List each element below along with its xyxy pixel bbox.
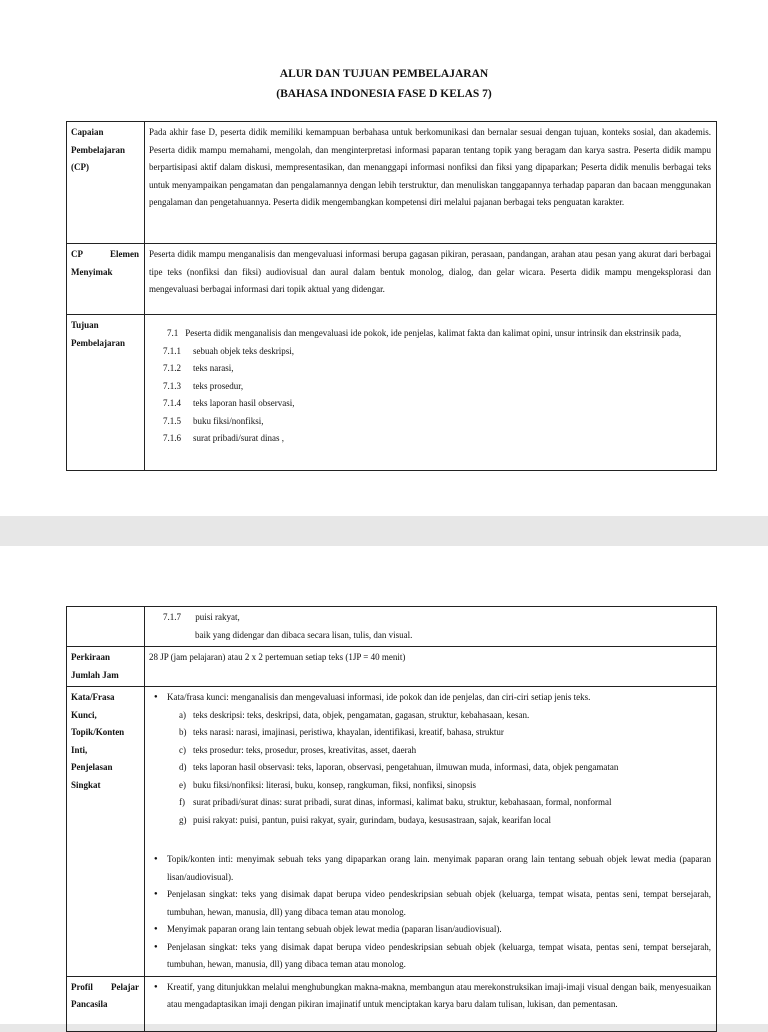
tujuan-item: 7.1.4 teks laporan hasil observasi,: [163, 398, 295, 408]
jam-text: 28 JP (jam pelajaran) atau 2 x 2 pertemuan setiap teks (1JP = 40 menit): [145, 647, 717, 687]
kata-label-line: Inti,: [71, 744, 88, 755]
tujuan-item: 7.1.2 teks narasi,: [163, 363, 234, 373]
tujuan-cont-tail: baik yang didengar dan dibaca secara lisan, tulis, dan visual.: [195, 629, 413, 640]
kata-intro-list: [149, 689, 711, 707]
kata-label-line: Kunci,: [71, 709, 97, 720]
cp-label: Capaian Pembelajaran (CP): [67, 122, 145, 244]
kata-intro-bullet: ● Kata/frasa kunci: menganalisis dan mengevaluasi informasi, ide pokok dan ide penjelas, dan ciri-ciri setiap jenis teks.: [167, 689, 711, 707]
cp-text: Pada akhir fase D, peserta didik memiliki kemampuan berbahasa untuk berkomunikasi dan bernalar sesuai dengan tujuan, konteks sosial, dan akademis. Peserta didik mampu memahami, mengolah, dan menginterpretasi informasi paparan tentang topik yang beragam dan karya sastra. Peserta didik mampu berpartisipasi aktif dalam diskusi, mempresentasikan, dan menanggapi informasi nonfiksi dan fiksi yang dipaparkan; Peserta didik menulis berbagai teks untuk menyampaikan pengamatan dan pengalamannya dengan lebih terstruktur, dan menuliskan tanggapannya terhadap paparan dan bacaan menggunakan pengalaman dan pengetahuannya. Peserta didik mengembangkan kompetensi diri melalui pajanan berbagai teks penguatan karakter.: [145, 122, 717, 244]
atp-table-page-2: [66, 606, 717, 1032]
document-title: ALUR DAN TUJUAN PEMBELAJARAN: [279, 68, 489, 80]
jam-row: [67, 647, 717, 687]
kata-bullet: ● Topik/konten inti: menyimak sebuah teks yang dipaparkan orang lain. menyimak paparan orang lain tentang sebuah objek lewat media (paparan lisan/audiovisual).: [167, 851, 711, 886]
tujuan-item: 7.1.6 surat pribadi/surat dinas ,: [163, 433, 284, 443]
tujuan-item: 7.1.3 teks prosedur,: [163, 380, 244, 391]
tujuan-label: Tujuan Pembelajaran: [67, 315, 145, 471]
profil-label: Profil Pelajar Pancasila: [67, 976, 145, 1031]
profil-text: ● Kreatif, yang ditunjukkan melalui menghubungkan makna-makna, membangun atau merekonstruksikan imaji-imaji visual dengan baik, menyesuaikan atau mengadaptasikan imaji dengan pikiran imajinatif untuk menciptakan karya baru dalam tulisan, lukisan, dan pementasan.: [167, 979, 711, 1014]
tujuan-content: [145, 315, 717, 471]
kata-sub-item: d) teks laporan hasil observasi: teks, laporan, observasi, pengetahuan, ilmuwan muda, informasi, data, objek pengamatan: [179, 762, 619, 772]
kata-sub-list: [149, 707, 711, 830]
kata-label-line: Singkat: [71, 779, 101, 790]
tujuan-row: [67, 315, 717, 471]
kata-bullet: ● Menyimak paparan orang lain tentang sebuah objek lewat media (paparan lisan/audiovisual).: [167, 921, 711, 939]
kata-label-line: Penjelasan: [71, 762, 113, 772]
profil-row: [67, 976, 717, 1031]
profil-content: [145, 976, 717, 1031]
kata-sub-item: c) teks prosedur: teks, prosedur, proses, kreativitas, asset, daerah: [179, 744, 417, 755]
kata-sub-item: e) buku fiksi/nonfiksi: literasi, buku, konsep, rangkuman, fiksi, nonfiksi, sinopsis: [179, 779, 476, 790]
tujuan-cont-row: [67, 607, 717, 647]
kata-bullet-list: [149, 851, 711, 974]
cp-menyimak-label: CP Elemen Menyimak: [67, 244, 145, 315]
kata-bullet: ● Penjelasan singkat: teks yang disimak dapat berupa video pendeskripsian sebuah objek (keluarga, tempat wisata, pentas seni, tempat bersejarah, tumbuhan, hewan, manusia, dll) yang dibaca teman atau monolog.: [167, 886, 711, 921]
tujuan-item: 7.1.7 puisi rakyat,: [163, 612, 240, 622]
tujuan-cont-label: [67, 607, 145, 647]
kata-label-line: Topik/Konten: [71, 727, 125, 737]
kata-label-line: Kata/Frasa: [71, 692, 115, 702]
tujuan-item: 7.1.5 buku fiksi/nonfiksi,: [163, 415, 264, 426]
atp-table-page-1: [66, 121, 717, 471]
kata-sub-item: b) teks narasi: narasi, imajinasi, peristiwa, khayalan, identifikasi, kreatif, bahasa, struktur: [179, 727, 504, 737]
jam-label: Perkiraan Jumlah Jam: [67, 647, 145, 687]
kata-row: [67, 687, 717, 977]
cp-menyimak-text: Peserta didik mampu menganalisis dan mengevaluasi informasi berupa gagasan pikiran, perasaan, pandangan, arahan atau pesan yang akurat dari berbagai tipe teks (nonfiksi dan fiksi) audiovisual dan aural dalam bentuk monolog, dialog, dan gelar wicara. Peserta didik mampu mengeksplorasi dan mengevaluasi berbagai informasi dari topik aktual yang didengar.: [145, 244, 717, 315]
kata-sub-item: f) surat pribadi/surat dinas: surat pribadi, surat dinas, informasi, kalimat baku, struktur, kebahasaan, formal, nonformal: [179, 797, 612, 807]
kata-bullet: ● Penjelasan singkat: teks yang disimak dapat berupa video pendeskripsian sebuah objek (keluarga, tempat wisata, pentas seni, tempat bersejarah, tumbuhan, hewan, manusia, dll) yang dibaca teman atau monolog.: [167, 939, 711, 974]
kata-sub-item: a) teks deskripsi: teks, deskripsi, data, objek, pengamatan, gagasan, struktur, kebahasaan, kesan.: [179, 709, 530, 720]
tujuan-items-list: [149, 343, 711, 448]
tujuan-cont-content: [145, 607, 717, 647]
tujuan-item: 7.1.1 sebuah objek teks deskripsi,: [163, 345, 294, 356]
cp-row: [67, 122, 717, 244]
document-page-2: [0, 546, 768, 1024]
cp-menyimak-row: [67, 244, 717, 315]
kata-label: [67, 687, 145, 977]
document-subtitle: (BAHASA INDONESIA FASE D KELAS 7): [276, 88, 492, 100]
kata-sub-item: g) puisi rakyat: puisi, pantun, puisi rakyat, syair, gurindam, budaya, kesusastraan, sajak, kearifan local: [179, 814, 552, 825]
kata-content: [145, 687, 717, 977]
tujuan-main: 7.1 Peserta didik menganalisis dan mengevaluasi ide pokok, ide penjelas, kalimat fakta dan kalimat opini, unsur intrinsik dan ekstrinsik pada,: [167, 328, 682, 338]
